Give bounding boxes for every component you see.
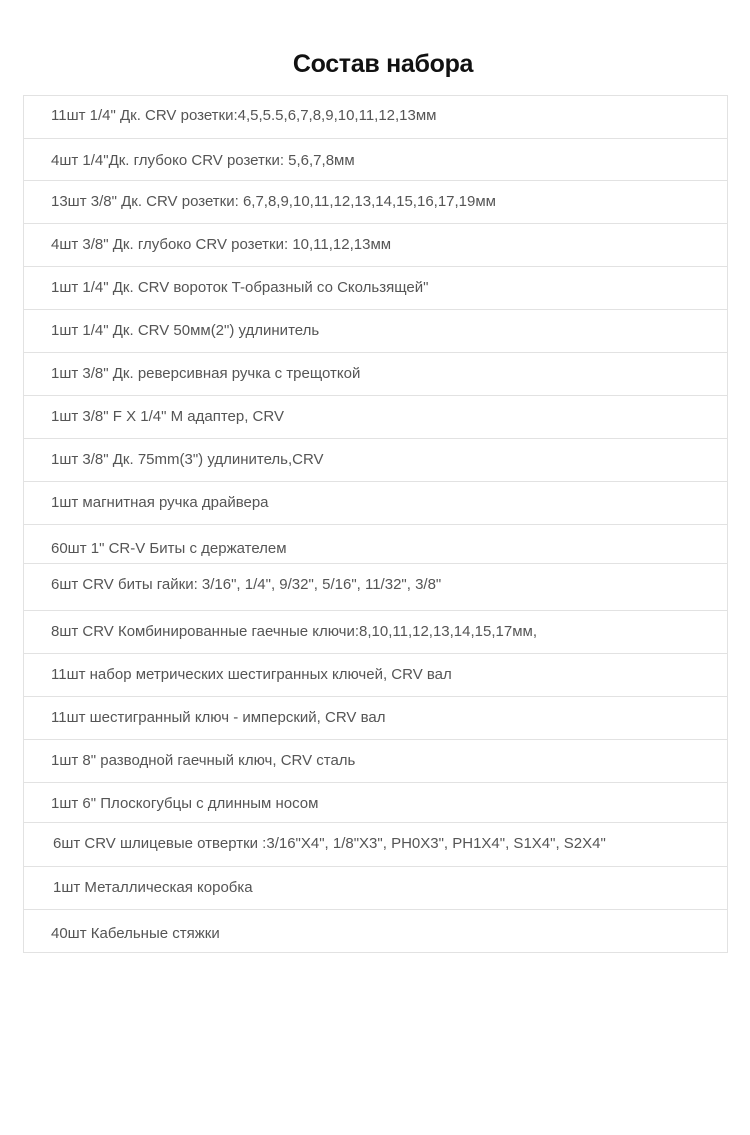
list-item-text: 60шт 1" CR-V Биты с держателем (51, 540, 287, 557)
list-item (24, 654, 727, 697)
list-item (24, 525, 727, 564)
list-item-text: 4шт 3/8" Дк. глубоко CRV розетки: 10,11,12,13мм (51, 236, 392, 253)
list-item (24, 867, 727, 910)
list-item-text: 8шт CRV Комбинированные гаечные ключи:8,10,11,12,13,14,15,17мм, (51, 623, 537, 640)
list-item (24, 267, 727, 310)
list-item-text: 1шт магнитная ручка драйвера (51, 494, 269, 511)
list-item (24, 564, 727, 611)
list-item (24, 96, 727, 139)
page-title: Состав набора (292, 50, 474, 78)
list-item (24, 439, 727, 482)
list-item (24, 697, 727, 740)
set-contents-list (23, 95, 728, 953)
list-item (24, 740, 727, 783)
list-item-text: 6шт CRV биты гайки: 3/16", 1/4", 9/32", 5/16", 11/32", 3/8" (51, 576, 442, 593)
list-item-text: 1шт 1/4" Дк. CRV 50мм(2") удлинитель (51, 322, 320, 339)
list-item (24, 353, 727, 396)
list-item-text: 1шт 3/8" Дк. реверсивная ручка с трещоткой (51, 365, 361, 382)
list-item (24, 910, 727, 953)
list-item-text: 11шт шестигранный ключ - имперский, CRV вал (51, 709, 386, 726)
list-item-text: 1шт 3/8" Дк. 75mm(3") удлинитель,CRV (51, 451, 324, 468)
list-item (24, 482, 727, 525)
list-item (24, 139, 727, 181)
list-item-text: 11шт 1/4" Дк. CRV розетки:4,5,5.5,6,7,8,9,10,11,12,13мм (51, 107, 437, 124)
list-item (24, 396, 727, 439)
list-item (24, 823, 727, 867)
list-item (24, 783, 727, 823)
list-item (24, 310, 727, 353)
list-item-text: 1шт 8" разводной гаечный ключ, CRV сталь (51, 752, 356, 769)
list-item (24, 224, 727, 267)
list-item-text: 13шт 3/8" Дк. CRV розетки: 6,7,8,9,10,11,12,13,14,15,16,17,19мм (51, 193, 496, 210)
list-item-text: 1шт 6" Плоскогубцы с длинным носом (51, 795, 319, 812)
list-item-text: 1шт 3/8" F X 1/4" M адаптер, CRV (51, 408, 284, 425)
list-item-text: 6шт CRV шлицевые отвертки :3/16"X4", 1/8"X3", PH0X3", PH1X4", S1X4", S2X4" (53, 835, 606, 852)
list-item-text: 1шт Металлическая коробка (53, 879, 253, 896)
list-item (24, 181, 727, 224)
list-item-text: 4шт 1/4"Дк. глубоко CRV розетки: 5,6,7,8мм (51, 152, 355, 169)
list-item-text: 11шт набор метрических шестигранных ключей, CRV вал (51, 666, 452, 683)
list-item-text: 40шт Кабельные стяжки (51, 925, 220, 942)
list-item (24, 611, 727, 654)
list-item-text: 1шт 1/4" Дк. CRV вороток T-образный со Скользящей" (51, 279, 429, 296)
